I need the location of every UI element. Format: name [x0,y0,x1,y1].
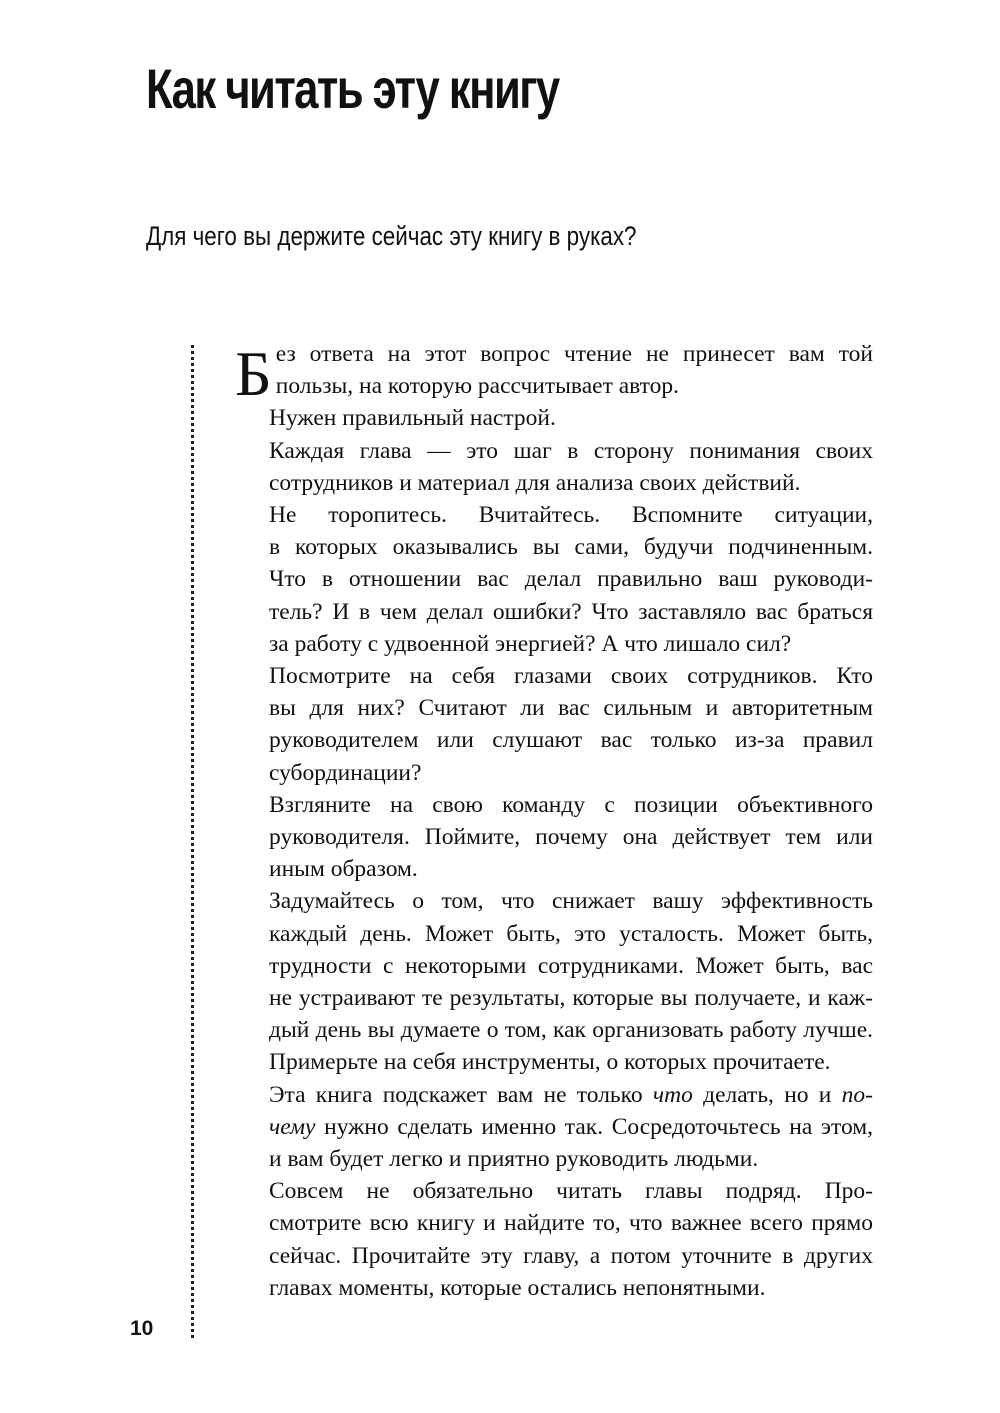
text-line: иным образом. [269,856,418,883]
text-line: Каждая глава — это шаг в сторону понимания своих [269,437,873,464]
text-line: дый день вы думаете о том, как организовать работу лучше. [269,1017,873,1044]
paragraph-2 [237,402,873,434]
paragraph-4 [237,499,873,660]
paragraph-1 [235,338,873,409]
text-line: Не торопитесь. Вчитайтесь. Вспомните ситуации, [269,502,873,529]
text-line: руководителя. Поймите, почему она действует тем или [269,824,873,851]
chapter-title: Как читать эту книгу [146,57,559,120]
text-line: Что в отношении вас делал правильно ваш руководи- [269,566,873,593]
text-line: тель? И в чем делал ошибки? Что заставляло вас браться [269,598,873,625]
text-line [237,1111,873,1143]
dotted-margin-rule [191,345,194,1338]
drop-cap: Б [235,338,272,409]
text-line: Взгляните на свою команду с позиции объективного [269,791,873,818]
paragraph-9 [237,1175,873,1304]
text-line: ез ответа на этот вопрос чтение не принесет вам той [275,341,873,367]
text-line: каждый день. Может быть, это усталость. Может быть, [269,920,873,947]
text-run: делать, но и [692,1081,842,1108]
paragraph-5 [237,660,873,789]
body-text [237,338,873,1304]
text-line: сейчас. Прочитайте эту главу, а потом уточните в других [269,1242,873,1269]
paragraph-8 [237,1079,873,1176]
paragraph-7 [237,885,873,1078]
text-line: субординации? [269,759,422,786]
text-line: и вам будет легко и приятно руководить людьми. [269,1146,759,1173]
text-line [237,1079,873,1111]
text-run: Эта книга подскажет вам не только [269,1081,653,1108]
page-number: 10 [130,1317,154,1340]
text-run: нужно сделать именно так. Сосредоточьтесь на этом, [315,1113,873,1140]
text-line: Примерьте на себя инструменты, о которых прочитаете. [269,1049,831,1076]
emphasis: по- [841,1081,873,1108]
text-line: Посмотрите на себя глазами своих сотрудников. Кто [269,663,873,690]
text-line: главах моменты, которые остались непонятными. [269,1274,766,1301]
text-line: не устраивают те результаты, которые вы получаете, и каж- [269,985,873,1012]
text-line: Задумайтесь о том, что снижает вашу эффективность [269,888,873,915]
text-line: за работу с удвоенной энергией? А что лишало сил? [269,630,792,657]
text-line: сотрудников и материал для анализа своих действий. [269,469,801,496]
emphasis: что [652,1081,693,1108]
text-line: в которых оказывались вы сами, будучи подчиненным. [269,534,873,561]
paragraph-6 [237,789,873,886]
text-line: руководителем или слушают вас только из-за правил [269,727,873,754]
text-line: вы для них? Считают ли вас сильным и авторитетным [269,695,873,722]
text-line: трудности с некоторыми сотрудниками. Может быть, вас [269,952,873,979]
text-line: смотрите всю книгу и найдите то, что важнее всего прямо [269,1210,873,1237]
chapter-subtitle-question: Для чего вы держите сейчас эту книгу в руках? [146,221,637,251]
emphasis: чему [269,1113,316,1140]
text-line: Нужен правильный настрой. [269,405,556,432]
text-line: Совсем не обязательно читать главы подряд. Про- [269,1178,873,1205]
paragraph-3 [237,435,873,499]
text-line: пользы, на которую рассчитывает автор. [275,373,680,400]
